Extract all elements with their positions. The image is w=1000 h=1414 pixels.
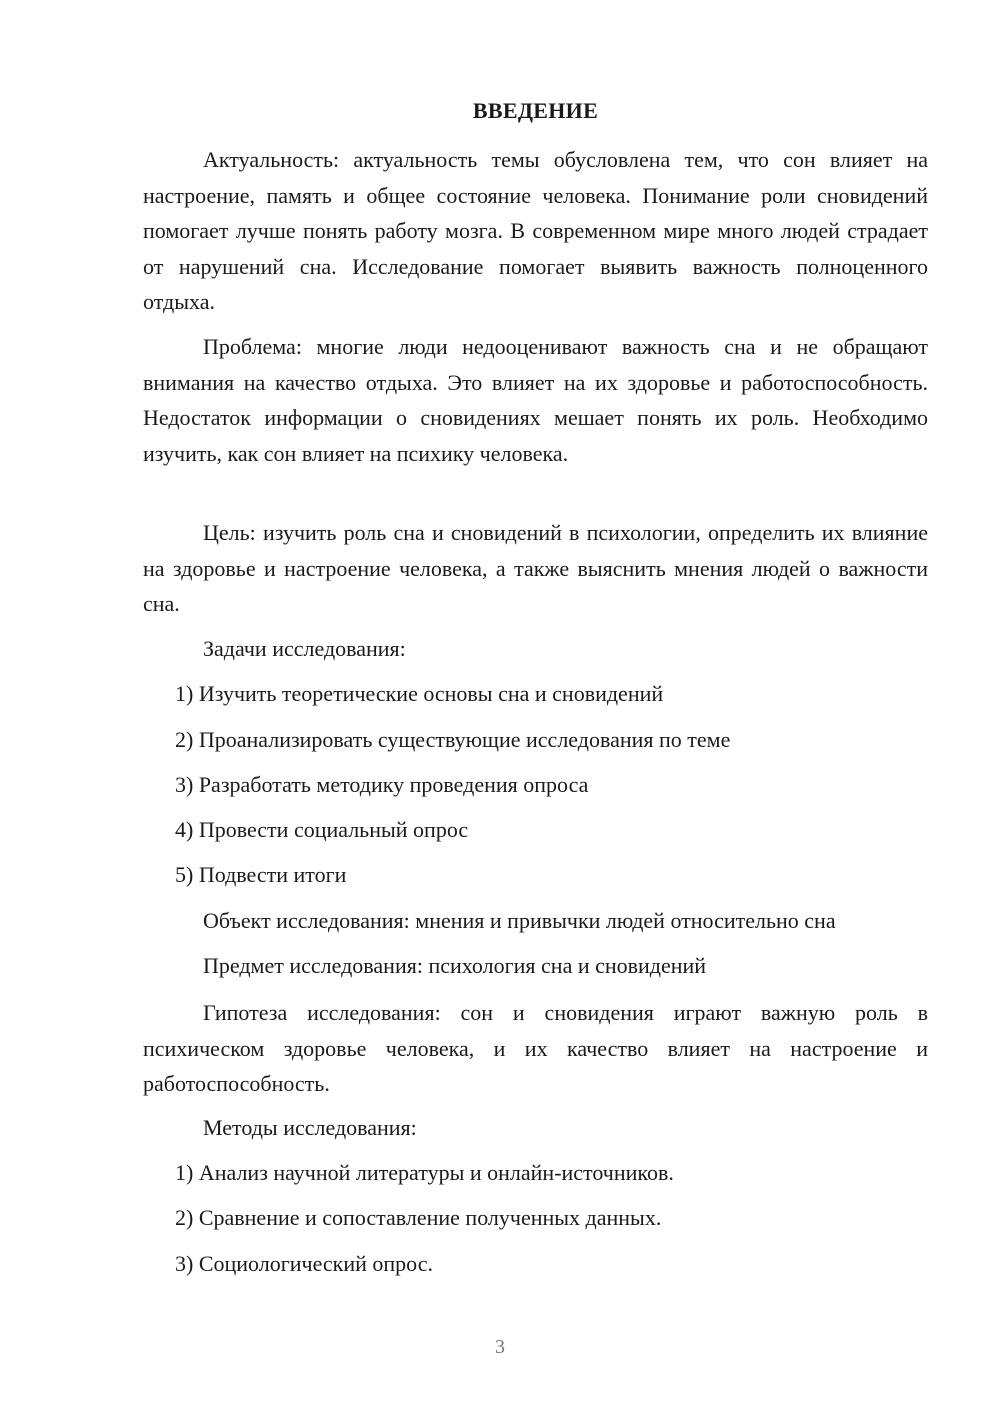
tasks-heading: Задачи исследования:	[203, 636, 406, 661]
method-item: 3) Социологический опрос.	[175, 1251, 433, 1276]
task-item: 2) Проанализировать существующие исследования по теме	[175, 727, 731, 752]
task-item: 3) Разработать методику проведения опроса	[175, 772, 589, 797]
method-item: 2) Сравнение и сопоставление полученных данных.	[175, 1205, 662, 1230]
subject-line: Предмет исследования: психология сна и сновидений	[203, 953, 707, 978]
methods-heading: Методы исследования:	[203, 1115, 417, 1140]
page-title: ВВЕДЕНИЕ	[472, 98, 599, 123]
problem-paragraph: Проблема: многие люди недооценивают важность сна и не обращают внимания на качество отдыха. Это влияет на их здоровье и работоспособность. Недостаток информации о сновидениях мешает понять их роль. Необходимо изучить, как сон влияет на психику человека.	[143, 334, 928, 466]
method-item: 1) Анализ научной литературы и онлайн-источников.	[175, 1160, 674, 1185]
page-number: 3	[495, 1336, 505, 1358]
hypothesis-paragraph: Гипотеза исследования: сон и сновидения играют важную роль в психическом здоровье человека, и их качество влияет на настроение и работоспособность.	[143, 1000, 928, 1096]
task-item: 4) Провести социальный опрос	[175, 817, 469, 842]
task-item: 1) Изучить теоретические основы сна и сновидений	[175, 681, 664, 706]
task-item: 5) Подвести итоги	[175, 862, 347, 887]
object-line: Объект исследования: мнения и привычки людей относительно сна	[203, 908, 836, 933]
relevance-paragraph: Актуальность: актуальность темы обусловлена тем, что сон влияет на настроение, память и общее состояние человека. Понимание роли сновидений помогает лучше понять работу мозга. В современном мире много людей страдает от нарушений сна. Исследование помогает выявить важность полноценного отдыха.	[143, 147, 928, 314]
goal-paragraph: Цель: изучить роль сна и сновидений в психологии, определить их влияние на здоровье и настроение человека, а также выяснить мнения людей о важности сна.	[143, 520, 928, 616]
